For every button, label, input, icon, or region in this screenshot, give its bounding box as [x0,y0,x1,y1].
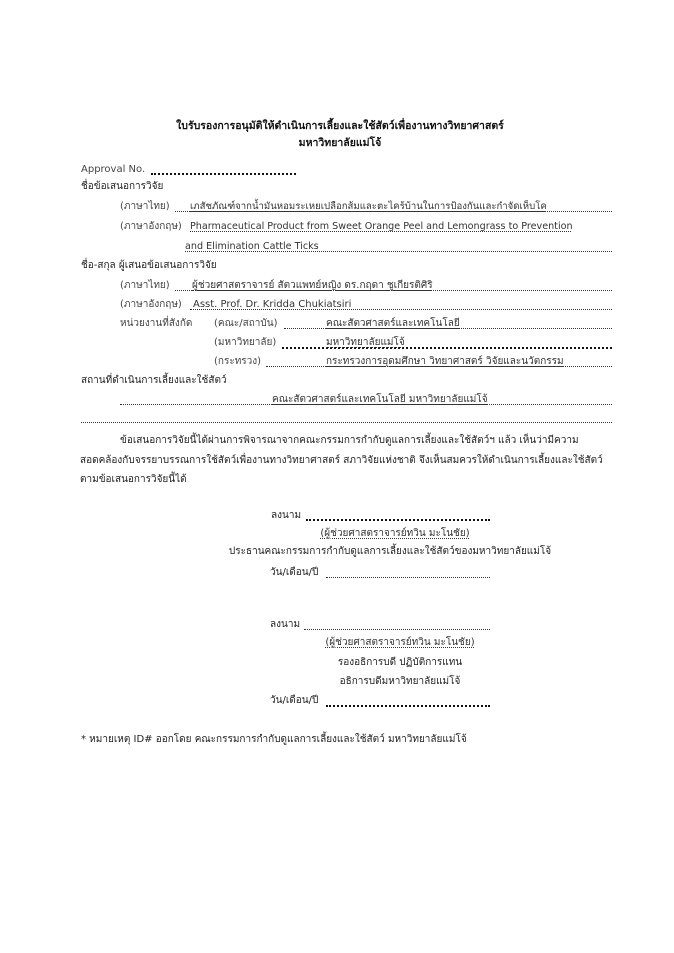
location-value: คณะสัตวศาสตร์และเทคโนโลยี มหาวิทยาลัยแม่โจ้ [272,394,488,405]
project-eng-label: (ภาษาอังกฤษ) [120,221,182,232]
signature2-date-label: วัน/เดือน/ปี [270,695,319,706]
approval-statement: ข้อเสนอการวิจัยนี้ได้ผ่านการพิจารณาจากคณะกรรมการกำกับดูแลการเลี้ยงและใช้สัตว์ฯ แล้ว เห็นว่ามีความสอดคล้องกับจรรยาบรรณการใช้สัตว์เพื่องานทางวิทยาศาสตร์ สภาวิจัยแห่งชาติ จึงเห็นสมควรให้ดำเนินการเลี้ยงและใช้สัตว์ ตามข้อเสนอการวิจัยนี้ได้ [80,435,603,485]
university-value: มหาวิทยาลัยแม่โจ้ [326,337,405,348]
ministry-value: กระทรวงการอุดมศึกษา วิทยาศาสตร์ วิจัยและนวัตกรรม [326,356,564,367]
project-eng-value-line1: Pharmaceutical Product from Sweet Orange Peel and Lemongrass to Prevention [190,221,573,232]
faculty-value: คณะสัตวศาสตร์และเทคโนโลยี [326,318,460,329]
signature1-line [306,519,490,521]
researcher-label: ชื่อ-สกุล ผู้เสนอข้อเสนอการวิจัย [81,260,217,271]
researcher-thai-label: (ภาษาไทย) [120,280,170,291]
approval-no-label: Approval No. [81,164,146,175]
researcher-eng-label: (ภาษาอังกฤษ) [120,299,182,310]
footnote: * หมายเหตุ ID# ออกโดย คณะกรรมการกำกับดูแลการเลี้ยงและใช้สัตว์ มหาวิทยาลัยแม่โจ้ [81,734,467,745]
signature2-sign-label: ลงนาม [270,619,301,630]
location-label: สถานที่ดำเนินการเลี้ยงและใช้สัตว์ [81,375,227,386]
affiliation-label: หน่วยงานที่สังกัด [120,318,193,329]
document-subtitle: มหาวิทยาลัยแม่โจ้ [298,137,382,149]
signature2-name: (ผู้ช่วยศาสตราจารย์ทวิน มะโนชัย) [325,637,475,648]
project-thai-value: เภสัชภัณฑ์จากน้ำมันหอมระเหยเปลือกส้มและตะไคร้บ้านในการป้องกันและกำจัดเห็บโค [190,201,547,212]
project-eng-value-line2: and Elimination Cattle Ticks [185,241,319,252]
signature1-date-line [326,577,490,578]
university-label: (มหาวิทยาลัย) [214,337,277,348]
separator-line [81,422,612,423]
signature1-date-label: วัน/เดือน/ปี [270,567,319,578]
researcher-thai-value: ผู้ช่วยศาสตราจารย์ สัตวแพทย์หญิง ดร.กฤดา ชูเกียรติศิริ [192,280,433,291]
signature2-position1: รองอธิการบดี ปฏิบัติการแทน [337,657,463,668]
ministry-label: (กระทรวง) [214,356,262,367]
project-thai-label: (ภาษาไทย) [120,201,170,212]
approval-no-field [151,173,296,175]
document-title: ใบรับรองการอนุมัติให้ดำเนินการเลี้ยงและใช้สัตว์เพื่องานทางวิทยาศาสตร์ [176,120,504,132]
signature1-name: (ผู้ช่วยศาสตราจารย์ทวิน มะโนชัย) [320,528,470,539]
researcher-eng-value: Asst. Prof. Dr. Kridda Chukiatsiri [193,299,352,310]
signature1-sign-label: ลงนาม [271,510,302,521]
signature2-date-line [326,705,490,707]
faculty-label: (คณะ/สถาบัน) [214,318,278,329]
signature2-position2: อธิการบดีมหาวิทยาลัยแม่โจ้ [339,676,461,687]
signature2-line [304,629,490,630]
signature1-position: ประธานคณะกรรมการกำกับดูแลการเลี้ยงและใช้สัตว์ของมหาวิทยาลัยแม่โจ้ [228,546,552,557]
project-name-label: ชื่อข้อเสนอการวิจัย [81,181,164,192]
